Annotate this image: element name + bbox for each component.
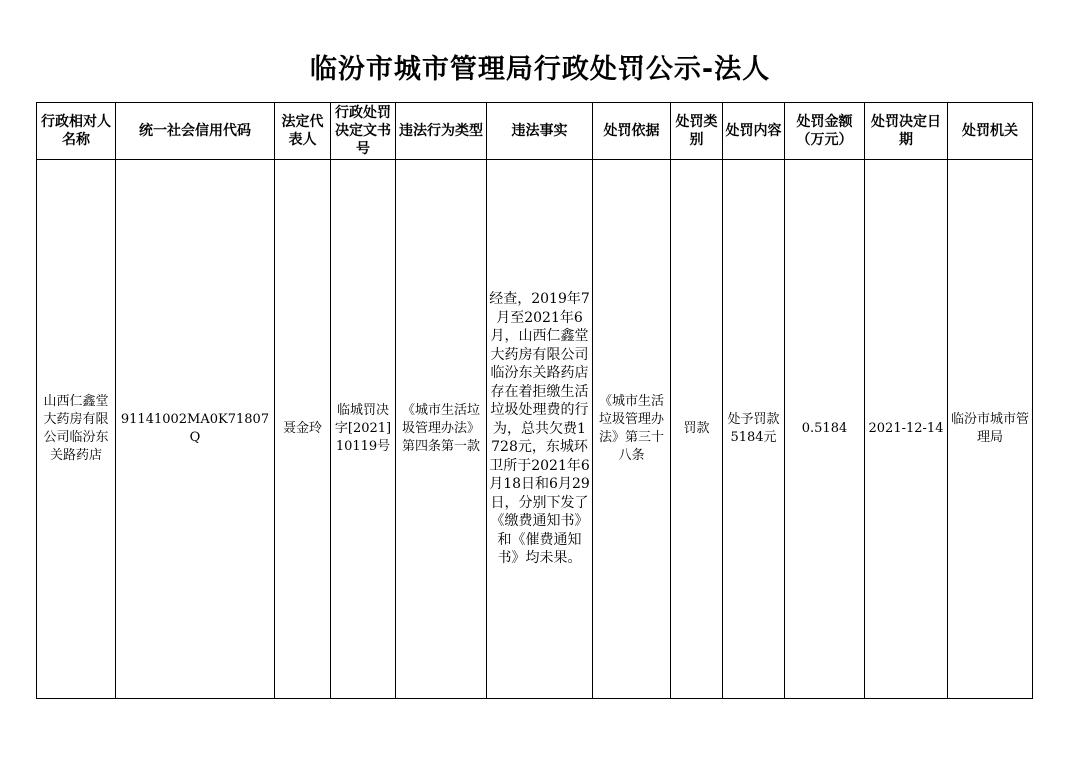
header-content: 处罚内容: [723, 103, 785, 160]
header-credit-code: 统一社会信用代码: [116, 103, 275, 160]
cell-category: 罚款: [671, 160, 723, 699]
cell-party-name: 山西仁鑫堂大药房有限公司临汾东关路药店: [37, 160, 116, 699]
header-party-name: 行政相对人名称: [37, 103, 116, 160]
document-title: 临汾市城市管理局行政处罚公示-法人: [309, 54, 771, 85]
cell-amount: 0.5184: [785, 160, 865, 699]
header-violation-type: 违法行为类型: [396, 103, 487, 160]
header-legal-rep: 法定代表人: [275, 103, 331, 160]
header-category: 处罚类别: [671, 103, 723, 160]
table-row: [37, 160, 1033, 699]
cell-authority: 临汾市城市管理局: [948, 160, 1033, 699]
cell-basis: 《城市生活垃圾管理办法》第三十八条: [593, 160, 671, 699]
header-date: 处罚决定日期: [865, 103, 948, 160]
header-amount: 处罚金额（万元）: [785, 103, 865, 160]
cell-legal-rep: 聂金玲: [275, 160, 331, 699]
header-authority: 处罚机关: [948, 103, 1033, 160]
cell-date: 2021-12-14: [865, 160, 948, 699]
header-facts: 违法事实: [487, 103, 593, 160]
cell-content: 处予罚款5184元: [723, 160, 785, 699]
table-header-row: [37, 103, 1033, 160]
header-basis: 处罚依据: [593, 103, 671, 160]
penalty-table: [36, 102, 1033, 699]
cell-violation-type: 《城市生活垃圾管理办法》第四条第一款: [396, 160, 487, 699]
cell-credit-code: 91141002MA0K71807Q: [116, 160, 275, 699]
cell-facts: 经查，2019年7月至2021年6月，山西仁鑫堂大药房有限公司临汾东关路药店存在着拒缴生活垃圾处理费的行为，总共欠费1728元，东城环卫所于2021年6月18日和6月29日，分别下发了《缴费通知书》和《催费通知书》均未果。: [487, 160, 593, 699]
cell-decision-no: 临城罚决字[2021]10119号: [331, 160, 396, 699]
header-decision-no: 行政处罚决定文书号: [331, 103, 396, 160]
